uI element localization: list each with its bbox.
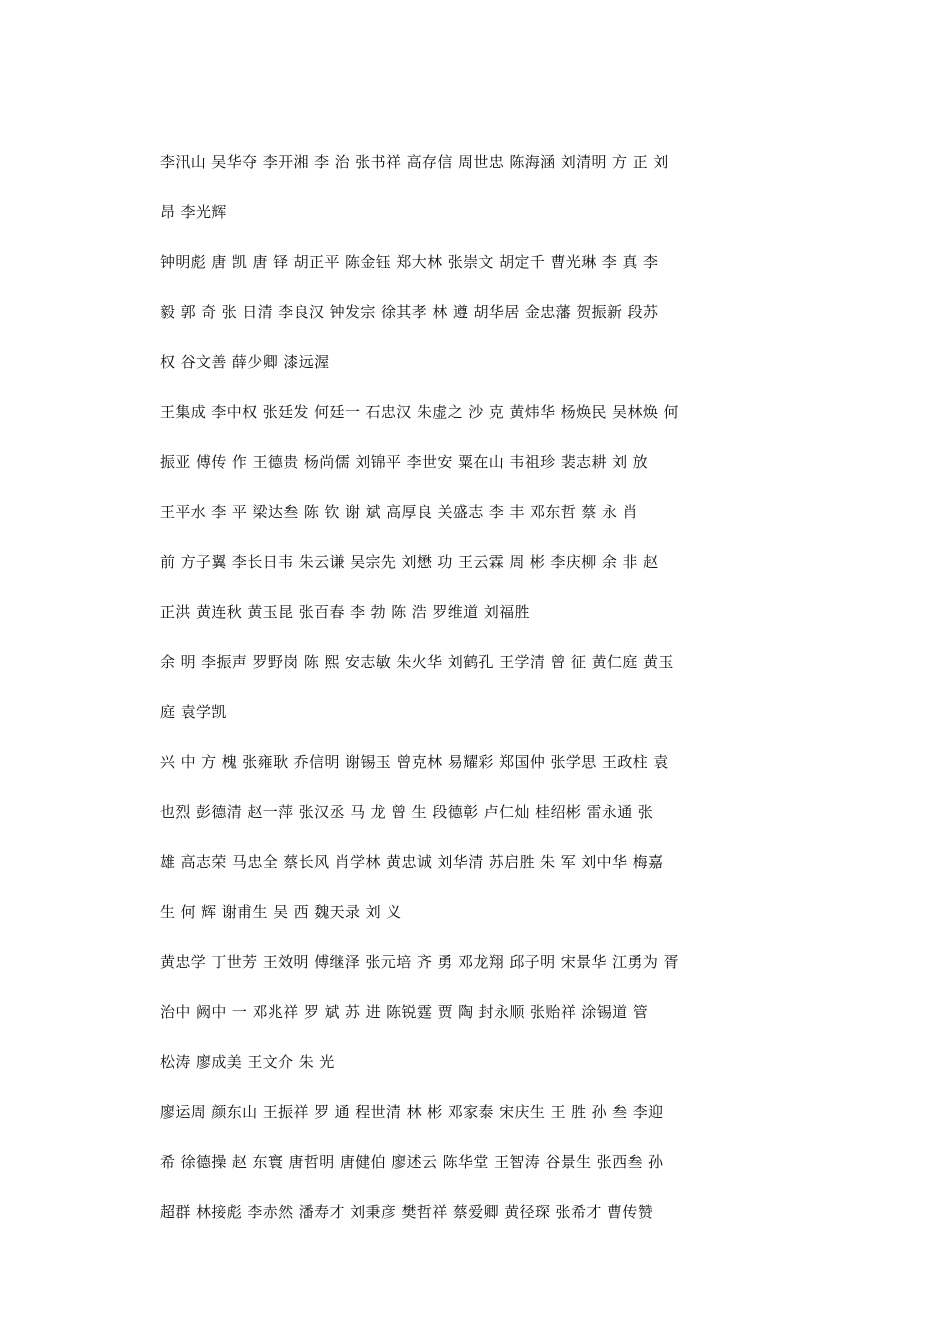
document-page xyxy=(160,150,780,1250)
text-line: 前 方子翼 李长日韦 朱云谦 吴宗先 刘懋 功 王云霖 周 彬 李庆柳 余 非 赵 xyxy=(160,553,659,571)
text-line: 廖运周 颜东山 王振祥 罗 通 程世清 林 彬 邓家泰 宋庆生 王 胜 孙 叁 李迎 xyxy=(160,1103,664,1121)
text-line: 雄 高志荣 马忠全 蔡长风 肖学林 黄忠诚 刘华清 苏启胜 朱 军 刘中华 梅嘉 xyxy=(160,853,664,871)
text-line: 权 谷文善 薛少卿 漆远渥 xyxy=(160,353,330,371)
text-line: 治中 阙中 一 邓兆祥 罗 斌 苏 进 陈锐霆 贾 陶 封永顺 张贻祥 涂锡道 管 xyxy=(160,1003,649,1021)
text-line: 钟明彪 唐 凯 唐 铎 胡正平 陈金钰 郑大林 张崇文 胡定千 曹光琳 李 真 李 xyxy=(160,253,659,271)
text-line: 王平水 李 平 梁达叁 陈 钦 谢 斌 高厚良 关盛志 李 丰 邓东哲 蔡 永 肖 xyxy=(160,503,638,521)
text-line: 超群 林接彪 李赤然 潘寿才 刘秉彦 樊哲祥 蔡爱卿 黄径琛 张希才 曹传赞 xyxy=(160,1203,654,1221)
text-line: 毅 郭 奇 张 日清 李良汉 钟发宗 徐其孝 林 遵 胡华居 金忠藩 贺振新 段苏 xyxy=(160,303,659,321)
text-line: 希 徐德操 赵 东寰 唐哲明 唐健伯 廖述云 陈华堂 王智涛 谷景生 张西叁 孙 xyxy=(160,1153,664,1171)
text-line: 余 明 李振声 罗野岗 陈 熙 安志敏 朱火华 刘鹤孔 王学清 曾 征 黄仁庭 黄玉 xyxy=(160,653,674,671)
text-line: 李汛山 吴华夺 李开湘 李 治 张书祥 高存信 周世忠 陈海涵 刘清明 方 正 刘 xyxy=(160,153,669,171)
text-line: 正洪 黄连秋 黄玉昆 张百春 李 勃 陈 浩 罗维道 刘福胜 xyxy=(160,603,530,621)
text-line: 松涛 廖成美 王文介 朱 光 xyxy=(160,1053,335,1071)
text-line: 黄忠学 丁世芳 王效明 傅继泽 张元培 齐 勇 邓龙翔 邱子明 宋景华 江勇为 胥 xyxy=(160,953,679,971)
text-line: 王集成 李中权 张廷发 何廷一 石忠汉 朱虚之 沙 克 黄炜华 杨焕民 吴林焕 何 xyxy=(160,403,679,421)
text-line: 振亚 傅传 作 王德贵 杨尚儒 刘锦平 李世安 粟在山 韦祖珍 裴志耕 刘 放 xyxy=(160,453,649,471)
text-line: 昂 李光辉 xyxy=(160,203,227,221)
text-line: 也烈 彭德清 赵一萍 张汉丞 马 龙 曾 生 段德彰 卢仁灿 桂绍彬 雷永通 张 xyxy=(160,803,654,821)
text-line: 兴 中 方 槐 张雍耿 乔信明 谢锡玉 曾克林 易耀彩 郑国仲 张学思 王政柱 袁 xyxy=(160,753,669,771)
text-line: 生 何 辉 谢甫生 吴 西 魏天录 刘 义 xyxy=(160,903,402,921)
text-line: 庭 袁学凯 xyxy=(160,703,227,721)
